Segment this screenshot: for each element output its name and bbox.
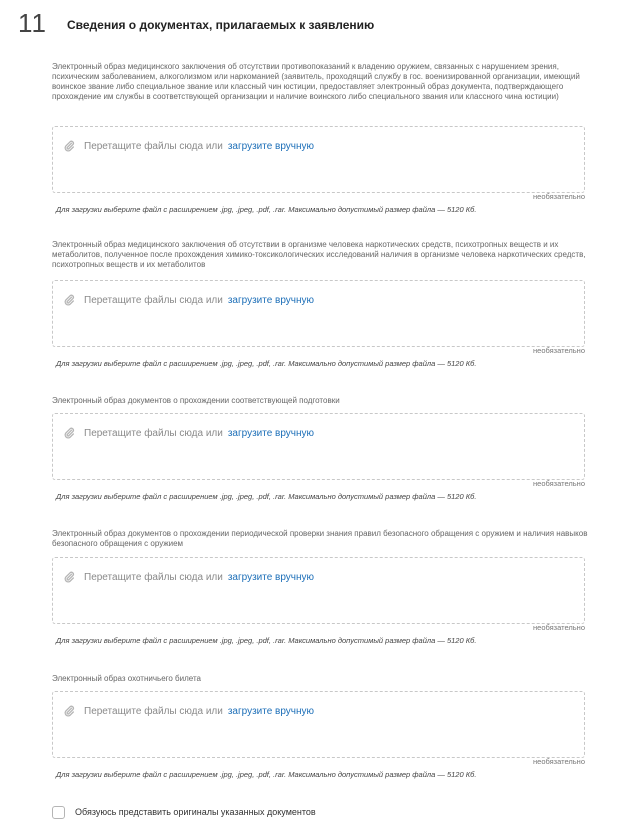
dropzone-hint: Перетащите файлы сюда или (84, 571, 223, 583)
section-number: 11 (18, 8, 47, 38)
paperclip-icon (63, 294, 75, 306)
file-format-hint: Для загрузки выберите файл с расширением .jpg, .jpeg, .pdf, .rar. Максимально допустимый размер файла — 5120 Кб. (56, 636, 477, 645)
file-dropzone[interactable] (52, 126, 585, 193)
paperclip-icon (63, 140, 75, 152)
upload-manually-link[interactable]: загрузите вручную (227, 294, 315, 306)
optional-label: необязательно (533, 757, 585, 766)
file-format-hint: Для загрузки выберите файл с расширением .jpg, .jpeg, .pdf, .rar. Максимально допустимый размер файла — 5120 Кб. (56, 359, 477, 368)
paperclip-icon (63, 427, 75, 439)
paperclip-icon (63, 705, 75, 717)
agreement-row (52, 804, 316, 820)
dropzone-hint: Перетащите файлы сюда или (84, 294, 223, 306)
section-header (0, 0, 640, 40)
optional-label: необязательно (533, 623, 585, 632)
document-label: Электронный образ документов о прохождении соответствующей подготовки (52, 396, 340, 405)
dropzone-hint: Перетащите файлы сюда или (84, 705, 223, 717)
upload-manually-link[interactable]: загрузите вручную (227, 571, 315, 583)
document-label: Электронный образ документов о прохождении периодической проверки знания правил безопасного обращения с оружием и наличия навыков безопасного обращения с оружием (52, 529, 588, 548)
file-dropzone[interactable] (52, 280, 585, 347)
agreement-checkbox[interactable] (52, 806, 65, 819)
optional-label: необязательно (533, 346, 585, 355)
file-format-hint: Для загрузки выберите файл с расширением .jpg, .jpeg, .pdf, .rar. Максимально допустимый размер файла — 5120 Кб. (56, 492, 477, 501)
optional-label: необязательно (533, 192, 585, 201)
optional-label: необязательно (533, 479, 585, 488)
upload-manually-link[interactable]: загрузите вручную (227, 427, 315, 439)
document-label: Электронный образ охотничьего билета (52, 674, 201, 683)
section-title: Сведения о документах, прилагаемых к заявлению (67, 18, 375, 32)
dropzone-hint: Перетащите файлы сюда или (84, 140, 223, 152)
upload-manually-link[interactable]: загрузите вручную (227, 140, 315, 152)
file-dropzone[interactable] (52, 413, 585, 480)
dropzone-hint: Перетащите файлы сюда или (84, 427, 223, 439)
document-label: Электронный образ медицинского заключения об отсутствии противопоказаний к владению оружием, связанных с нарушением зрения, психическим заболеванием, алкоголизмом или наркоманией (заявитель, проходящий службу в гос. военизированной организации, имеющий воинское звание либо специальное звание или классный чин юстиции, предоставляет электронный образ документа, подтверждающего прохождение им службы в соответствующей организации и наличие воинского либо специального звания или классного чина юстиции) (52, 62, 580, 101)
agreement-label: Обязуюсь представить оригиналы указанных документов (75, 807, 316, 817)
file-format-hint: Для загрузки выберите файл с расширением .jpg, .jpeg, .pdf, .rar. Максимально допустимый размер файла — 5120 Кб. (56, 205, 477, 214)
upload-manually-link[interactable]: загрузите вручную (227, 705, 315, 717)
document-label: Электронный образ медицинского заключения об отсутствии в организме человека наркотических средств, психотропных веществ и их метаболитов, полученное после прохождения химико-токсикологических исследований наличия в организме человека наркотических средств, психотропных веществ и их метаболитов (52, 240, 586, 269)
paperclip-icon (63, 571, 75, 583)
file-dropzone[interactable] (52, 557, 585, 624)
file-format-hint: Для загрузки выберите файл с расширением .jpg, .jpeg, .pdf, .rar. Максимально допустимый размер файла — 5120 Кб. (56, 770, 477, 779)
file-dropzone[interactable] (52, 691, 585, 758)
